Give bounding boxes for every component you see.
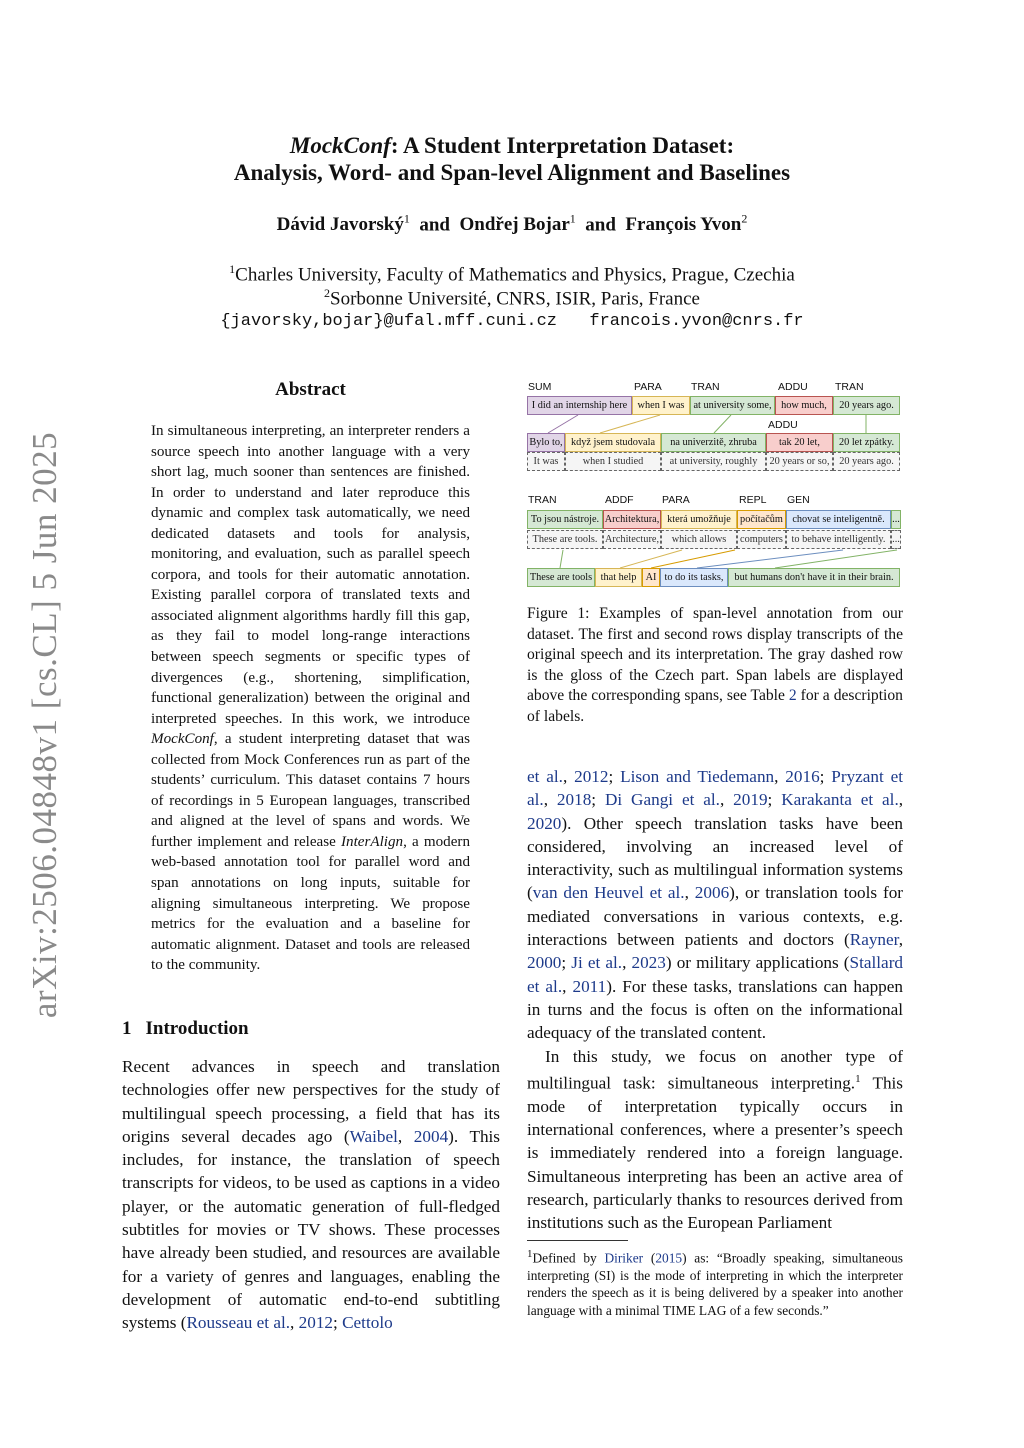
affiliation: $^2$Sorbonne Université, CNRS, ISIR, Paris, France xyxy=(324,286,700,310)
citation-link[interactable]: Rayner xyxy=(849,930,899,950)
span-czech: Bylo to, xyxy=(527,433,565,452)
citation-link[interactable]: 2004 xyxy=(413,1126,449,1146)
span-english: that help xyxy=(595,568,642,587)
body-paragraph xyxy=(527,765,903,1045)
citation-link[interactable]: 2020 xyxy=(527,813,562,833)
citation-link[interactable]: 2018 xyxy=(556,790,592,810)
text-run: , xyxy=(290,1313,299,1333)
span-czech: na univerzitě, zhruba xyxy=(661,433,766,452)
span-english: AI xyxy=(642,568,660,587)
citation-link[interactable]: Rousseau et al. xyxy=(186,1313,291,1333)
text-run: ; xyxy=(608,767,621,786)
alignment-line xyxy=(697,550,843,568)
text-run: , a student interpreting dataset that was collected from Mock Conferences run as part of the students’ curriculum. This dataset contains 7 hours of recordings in 5 European languages, transcribed and aligned at the level of spans and words. We further implement and release xyxy=(151,731,470,850)
alignment-line xyxy=(620,550,682,568)
span-english: at university some, xyxy=(690,396,775,415)
alignment-line xyxy=(600,415,660,433)
text-run: ) or military applications ( xyxy=(665,953,850,973)
span-english: how much, xyxy=(775,396,833,415)
span-label: ADDU xyxy=(778,381,808,393)
citation-link[interactable]: et al. xyxy=(527,767,563,786)
author-list xyxy=(0,212,1024,236)
introduction-paragraph xyxy=(122,1055,500,1335)
span-label: TRAN xyxy=(691,381,720,393)
text-run: In simultaneous interpreting, an interpreter renders a source speech into another language with a very short lag, much sooner than sentences are finished. In order to understand and later reproduce this dynamic and complex task automatically, we need dedicated datasets and tools for analysis, monitoring, and evaluation, such as parallel speech corpora, and tools for their automatic annotation. Existing parallel corpora of translated texts and associated alignment algorithms hardly fill this gap, as they fail to model long-range interactions between speech segments or specific types of divergences (e.g., shortening, simplification, functional generalization) between the original and interpreted speeches. In this work, we introduce xyxy=(151,423,470,727)
text-run: Defined by xyxy=(532,1250,605,1266)
span-czech: 20 let zpátky. xyxy=(833,433,900,452)
citation-link[interactable]: Waibel xyxy=(349,1126,398,1146)
span-english: but humans don't have it in their brain. xyxy=(728,568,900,587)
span-label: REPL xyxy=(739,494,767,506)
citation-link[interactable]: Diriker xyxy=(604,1250,644,1266)
span-gloss: which allows xyxy=(661,530,737,549)
text-run: , xyxy=(898,790,904,810)
footnote-rule xyxy=(527,1240,628,1241)
span-label: GEN xyxy=(787,494,810,506)
author-separator: and xyxy=(585,214,616,236)
author-emails: {javorsky,bojar}@ufal.mff.cuni.cz francois.yvon@cnrs.fr xyxy=(220,312,804,331)
citation-link[interactable]: 2000 xyxy=(527,953,562,973)
span-gloss: 20 years ago. xyxy=(833,452,900,471)
section-heading-introduction: 1 Introduction xyxy=(122,1018,249,1039)
text-run: ), or translation tools for mediated conversations in various contexts, e.g. interactions between patients and doctors ( xyxy=(527,883,904,950)
text-run: ; xyxy=(591,790,605,810)
text-run: , xyxy=(719,790,734,810)
span-label: ADDU xyxy=(768,419,798,431)
text-run: for a description of labels. xyxy=(527,687,903,725)
text-run: ; xyxy=(819,767,832,786)
emphasis-text: MockConf xyxy=(151,731,214,748)
span-czech: která umožňuje xyxy=(661,510,737,529)
alignment-line xyxy=(714,415,731,433)
span-czech: To jsou nástroje. xyxy=(527,510,603,529)
figure-caption xyxy=(527,604,903,728)
span-label: SUM xyxy=(528,381,552,393)
span-gloss: to behave intelligently. xyxy=(786,530,891,549)
span-english: when I was xyxy=(632,396,690,415)
span-label: TRAN xyxy=(528,494,557,506)
span-label: PARA xyxy=(662,494,690,506)
span-label: PARA xyxy=(634,381,662,393)
span-gloss: It was xyxy=(527,452,565,471)
citation-link[interactable]: Di Gangi et al. xyxy=(604,790,720,810)
span-gloss: ... xyxy=(891,530,901,549)
span-czech: počítačům xyxy=(737,510,786,529)
affiliation: $^1$Charles University, Faculty of Mathematics and Physics, Prague, Czechia xyxy=(229,262,795,286)
text-run: , xyxy=(562,976,573,996)
text-run: , xyxy=(898,930,903,950)
citation-link[interactable]: Karakanta et al. xyxy=(781,790,899,810)
span-czech: chovat se inteligentně. xyxy=(786,510,891,529)
text-run: , xyxy=(622,953,632,973)
citation-link[interactable]: Cettolo xyxy=(342,1313,393,1333)
span-czech: tak 20 let, xyxy=(766,433,833,452)
title-line2: Analysis, Word- and Span-level Alignment and Baselines xyxy=(233,160,791,185)
arxiv-stamp: arXiv:2506.04848v1 [cs.CL] 5 Jun 2025 xyxy=(25,431,64,1019)
author: Ondřej Bojar$^1$ xyxy=(459,212,576,236)
citation-link[interactable]: 2019 xyxy=(733,790,768,810)
text-run: , xyxy=(543,790,557,810)
abstract-body xyxy=(151,421,470,976)
citation-link[interactable]: 2 xyxy=(788,687,797,705)
alignment-line xyxy=(548,415,578,433)
right-column-text xyxy=(527,765,903,1235)
text-run: Figure 1: Examples of span-level annotation from our dataset. The first and second rows display transcripts of the original speech and its interpretation. The gray dashed row is the gloss of the Czech part. Span labels are displayed above the corresponding spans, see Table xyxy=(527,605,903,705)
footnote xyxy=(527,1246,903,1319)
author: Dávid Javorský$^1$ xyxy=(276,212,410,236)
abstract-heading: Abstract xyxy=(275,379,346,400)
span-gloss: These are tools. xyxy=(527,530,603,549)
text-run: , xyxy=(397,1126,414,1146)
span-english: I did an internship here xyxy=(527,396,632,415)
span-label: ADDF xyxy=(605,494,634,506)
citation-link[interactable]: van den Heuvel et al. xyxy=(532,883,685,903)
text-run: ). Other speech translation tasks have been considered, involving an increased level of interactivity, such as multilingual information systems ( xyxy=(527,813,903,903)
span-czech: Architektura, xyxy=(603,510,661,529)
span-english: to do its tasks, xyxy=(660,568,728,587)
citation-link[interactable]: 2012 xyxy=(298,1313,334,1333)
span-gloss: when I studied xyxy=(565,452,661,471)
text-run: , xyxy=(774,767,786,786)
title-line1: : A Student Interpretation Dataset: xyxy=(390,133,735,158)
text-run: ; xyxy=(767,790,782,810)
paper-title xyxy=(0,132,1024,186)
alignment-line xyxy=(775,550,897,568)
footnote-marker: 1 xyxy=(855,1072,861,1085)
span-gloss: computers xyxy=(737,530,786,549)
author-separator: and xyxy=(419,214,450,236)
citation-link[interactable]: 2011 xyxy=(572,976,607,996)
citation-link[interactable]: 2016 xyxy=(785,767,820,786)
span-english: These are tools xyxy=(527,568,595,587)
text-run: , a modern web-based annotation tool for parallel word and span annotations on long inputs, suitable for aligning simultaneous interpreting. We propose metrics for the evaluation and a baseline for automatic alignment. Dataset and tools are released to the community. xyxy=(151,833,470,974)
text-run: ). This includes, for instance, the translation of speech transcripts for videos, to be used as captions in a video player, or the automatic generation of full-fledged subtitles for movies or TV shows. These processes have already been studied, and resources are available for a variety of genres and languages, enabling the development of automatic end-to-end subtitling systems ( xyxy=(122,1126,500,1333)
text-run: , xyxy=(562,767,575,786)
citation-link[interactable]: 2012 xyxy=(574,767,609,786)
citation-link[interactable]: 2015 xyxy=(655,1250,683,1266)
span-gloss: 20 years or so, xyxy=(766,452,833,471)
span-czech: ... xyxy=(891,510,901,529)
span-english: 20 years ago. xyxy=(833,396,900,415)
alignment-line xyxy=(651,550,735,568)
span-label: TRAN xyxy=(835,381,864,393)
span-gloss: Architecture, xyxy=(603,530,661,549)
text-run: ; xyxy=(561,953,572,973)
span-gloss: at university, roughly xyxy=(661,452,766,471)
text-run: ; xyxy=(333,1313,343,1333)
text-run: Recent advances in speech and translation technologies offer new perspectives for the study of multilingual speech processing, a field that has its origins several decades ago ( xyxy=(122,1057,500,1146)
text-run: ). For these tasks, translations can happen in turns and the focus is often on the informational adequacy of the translated content. xyxy=(527,976,904,1043)
author: François Yvon$^2$ xyxy=(625,212,748,236)
footnote-marker: 1 xyxy=(527,1248,533,1260)
citation-link[interactable]: Lison and Tiedemann xyxy=(620,767,775,786)
citation-link[interactable]: Stallard et al. xyxy=(527,953,904,996)
alignment-line xyxy=(560,550,563,568)
text-run: ) as: “Broadly speaking, simultaneous interpreting (SI) is the mode of interpreting in which the interpreter renders the speech as it is being delivered by a speaker into another language with a minimal TIME LAG of a few seconds.” xyxy=(527,1250,903,1318)
span-czech: když jsem studovala xyxy=(565,433,661,452)
citation-link[interactable]: Pryzant et al. xyxy=(527,767,904,810)
body-paragraph xyxy=(527,1045,903,1235)
citation-link[interactable]: 2023 xyxy=(631,953,666,973)
title-italic: MockConf xyxy=(289,133,391,158)
text-run: This mode of interpretation typically occurs in international conferences, where a presenter’s speech is immediately rendered into a foreign language. Simultaneous interpreting has been an active area of research, particularly thanks to resources derived from institutions such as the European Parliament xyxy=(527,1073,903,1233)
emphasis-text: InterAlign xyxy=(341,833,404,850)
text-run: In this study, we focus on another type of multilingual task: simultaneous interpreting. xyxy=(527,1046,903,1093)
text-run: ( xyxy=(643,1250,656,1266)
text-run: , xyxy=(684,883,695,903)
citation-link[interactable]: 2006 xyxy=(694,883,730,903)
citation-link[interactable]: Ji et al. xyxy=(571,953,623,973)
